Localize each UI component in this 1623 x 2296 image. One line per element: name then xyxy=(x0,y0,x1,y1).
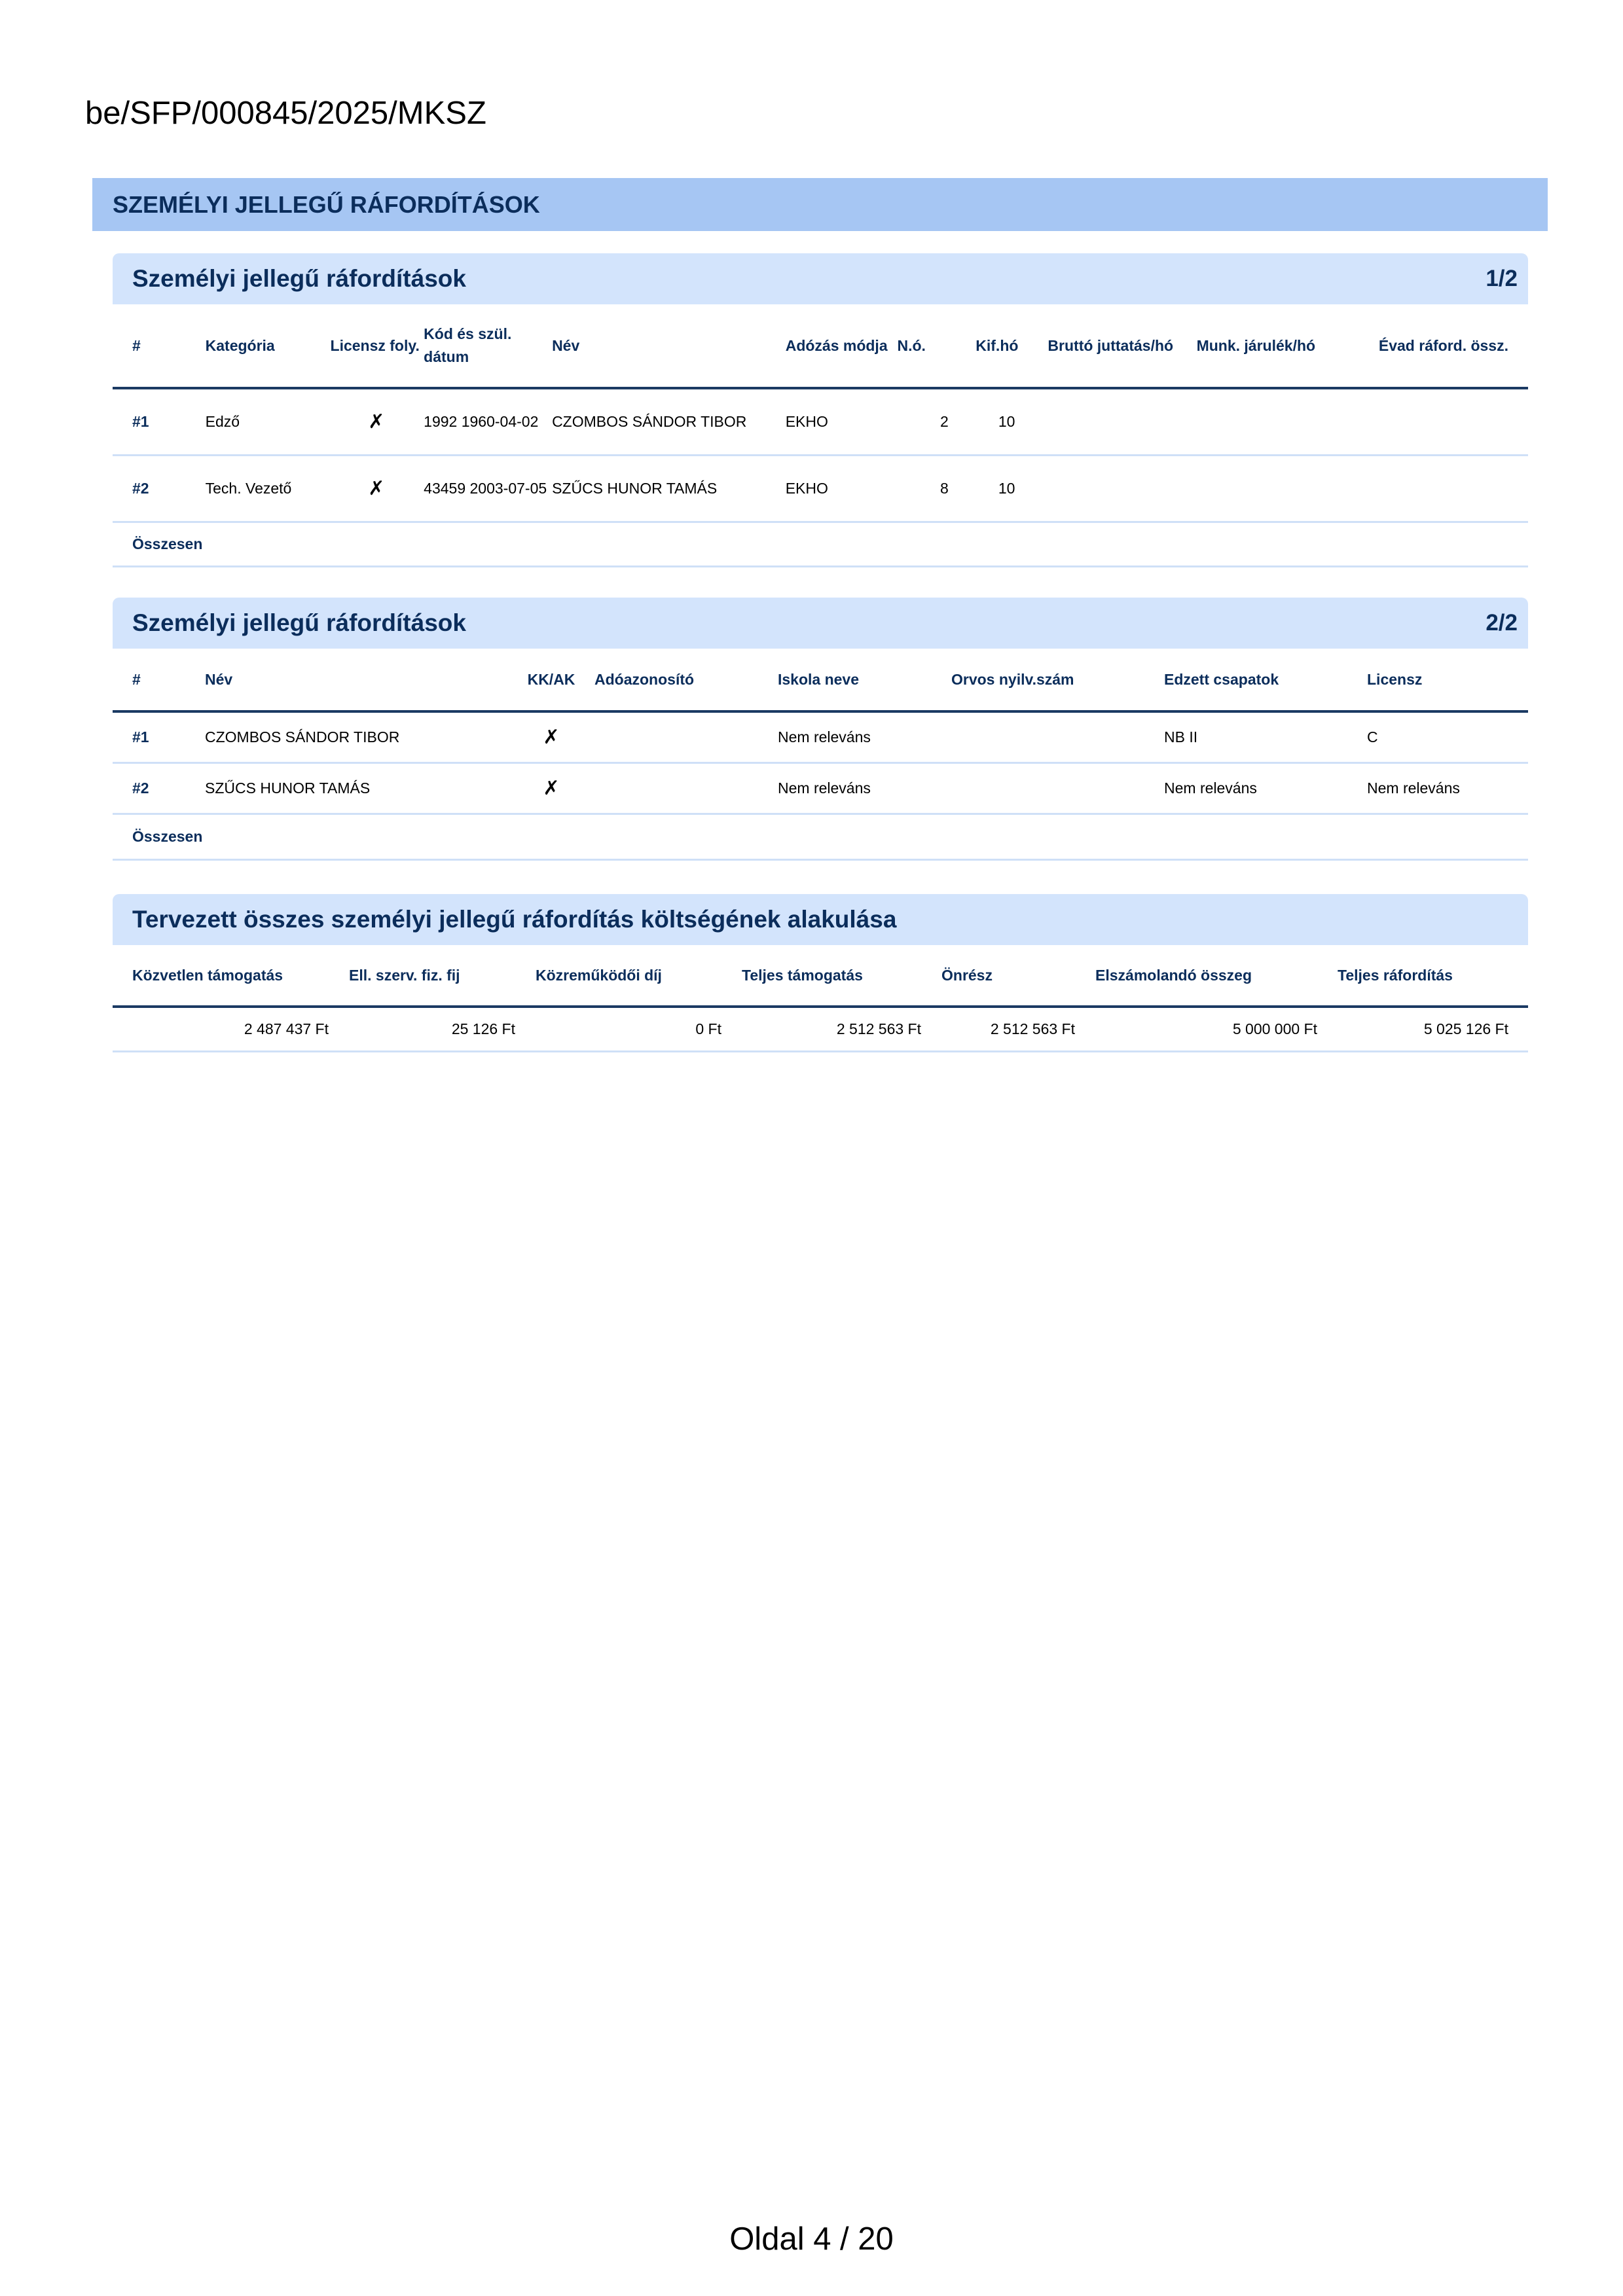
total-label: Összesen xyxy=(113,522,1528,566)
category-cell: Tech. Vezető xyxy=(205,455,330,522)
section-header xyxy=(113,253,1528,304)
total-support-value: 2 512 563 Ft xyxy=(741,1007,941,1051)
tax-id-cell xyxy=(594,711,777,762)
col-header: Bruttó juttatás/hó xyxy=(1031,304,1195,388)
col-header: N.ó. xyxy=(896,304,949,388)
row-number: #1 xyxy=(113,388,205,455)
col-header: Évad ráford. össz. xyxy=(1347,304,1528,388)
section-page-indicator: 1/2 xyxy=(1486,266,1518,291)
col-header: KK/AK xyxy=(509,649,594,711)
teams-cell: Nem releváns xyxy=(1163,762,1366,814)
planned-costs-table xyxy=(113,945,1528,1052)
kkak-mark: ✗ xyxy=(509,762,594,814)
col-header: Iskola neve xyxy=(777,649,951,711)
teams-cell: NB II xyxy=(1163,711,1366,762)
license-mark: ✗ xyxy=(330,388,424,455)
col-header: Adózás módja xyxy=(785,304,897,388)
accountable-amount-value: 5 000 000 Ft xyxy=(1095,1007,1337,1051)
school-cell: Nem releváns xyxy=(777,762,951,814)
col-header: Elszámolandó összeg xyxy=(1095,945,1337,1007)
row-number: #2 xyxy=(113,762,204,814)
code-date-cell: 1992 1960-04-02 xyxy=(423,388,551,455)
tax-mode-cell: EKHO xyxy=(785,388,897,455)
license-cell: Nem releváns xyxy=(1366,762,1528,814)
page-number: Oldal 4 / 20 xyxy=(729,2221,894,2257)
total-label: Összesen xyxy=(113,814,1528,859)
license-cell: C xyxy=(1366,711,1528,762)
gross-cell xyxy=(1031,455,1195,522)
tax-mode-cell: EKHO xyxy=(785,455,897,522)
col-header: Ell. szerv. fiz. fij xyxy=(348,945,535,1007)
col-header: # xyxy=(113,304,205,388)
no-cell: 8 xyxy=(896,455,949,522)
col-header: Orvos nyilv.szám xyxy=(951,649,1163,711)
table-header-row xyxy=(113,649,1528,711)
personnel-costs-section-2 xyxy=(113,598,1528,861)
gross-cell xyxy=(1031,388,1195,455)
row-number: #2 xyxy=(113,455,205,522)
col-header: Licensz foly. xyxy=(330,304,424,388)
personnel-details-table xyxy=(113,649,1528,861)
table-row xyxy=(113,455,1528,522)
section-page-indicator: 2/2 xyxy=(1486,610,1518,636)
col-header: Kód és szül. dátum xyxy=(423,304,551,388)
col-header: Név xyxy=(551,304,785,388)
total-expenditure-value: 5 025 126 Ft xyxy=(1337,1007,1528,1051)
col-header: Munk. járulék/hó xyxy=(1196,304,1347,388)
section-header xyxy=(113,598,1528,649)
personnel-costs-table xyxy=(113,304,1528,567)
col-header: # xyxy=(113,649,204,711)
name-cell: CZOMBOS SÁNDOR TIBOR xyxy=(204,711,509,762)
name-cell: CZOMBOS SÁNDOR TIBOR xyxy=(551,388,785,455)
main-section-title: SZEMÉLYI JELLEGŰ RÁFORDÍTÁSOK xyxy=(92,178,1548,231)
planned-costs-section xyxy=(113,894,1528,1052)
control-fee-value: 25 126 Ft xyxy=(348,1007,535,1051)
table-header-row xyxy=(113,304,1528,388)
code-date-cell: 43459 2003-07-05 xyxy=(423,455,551,522)
doctor-id-cell xyxy=(951,762,1163,814)
total-row xyxy=(113,522,1528,566)
col-header: Közvetlen támogatás xyxy=(113,945,348,1007)
months-cell: 10 xyxy=(949,455,1032,522)
name-cell: SZŰCS HUNOR TAMÁS xyxy=(204,762,509,814)
school-cell: Nem releváns xyxy=(777,711,951,762)
no-cell: 2 xyxy=(896,388,949,455)
own-share-value: 2 512 563 Ft xyxy=(941,1007,1095,1051)
col-header: Önrész xyxy=(941,945,1095,1007)
section-title: Tervezett összes személyi jellegű ráfordítás költségének alakulása xyxy=(132,906,897,933)
col-header: Teljes támogatás xyxy=(741,945,941,1007)
personnel-costs-section-1 xyxy=(113,253,1528,567)
col-header: Név xyxy=(204,649,509,711)
col-header: Adóazonosító xyxy=(594,649,777,711)
contrib-cell xyxy=(1196,455,1347,522)
col-header: Kategória xyxy=(205,304,330,388)
row-number: #1 xyxy=(113,711,204,762)
table-row xyxy=(113,1007,1528,1051)
license-mark: ✗ xyxy=(330,455,424,522)
section-header xyxy=(113,894,1528,945)
doctor-id-cell xyxy=(951,711,1163,762)
col-header: Közreműködői díj xyxy=(535,945,741,1007)
col-header: Kif.hó xyxy=(949,304,1032,388)
document-id: be/SFP/000845/2025/MKSZ xyxy=(85,96,486,131)
category-cell: Edző xyxy=(205,388,330,455)
direct-support-value: 2 487 437 Ft xyxy=(113,1007,348,1051)
table-row xyxy=(113,711,1528,762)
name-cell: SZŰCS HUNOR TAMÁS xyxy=(551,455,785,522)
contrib-cell xyxy=(1196,388,1347,455)
section-title: Személyi jellegű ráfordítások xyxy=(132,609,466,636)
contributor-fee-value: 0 Ft xyxy=(535,1007,741,1051)
col-header: Teljes ráfordítás xyxy=(1337,945,1528,1007)
months-cell: 10 xyxy=(949,388,1032,455)
season-total-cell xyxy=(1347,455,1528,522)
section-title: Személyi jellegű ráfordítások xyxy=(132,265,466,292)
table-row xyxy=(113,762,1528,814)
tax-id-cell xyxy=(594,762,777,814)
table-header-row xyxy=(113,945,1528,1007)
col-header: Licensz xyxy=(1366,649,1528,711)
kkak-mark: ✗ xyxy=(509,711,594,762)
col-header: Edzett csapatok xyxy=(1163,649,1366,711)
total-row xyxy=(113,814,1528,859)
season-total-cell xyxy=(1347,388,1528,455)
table-row xyxy=(113,388,1528,455)
